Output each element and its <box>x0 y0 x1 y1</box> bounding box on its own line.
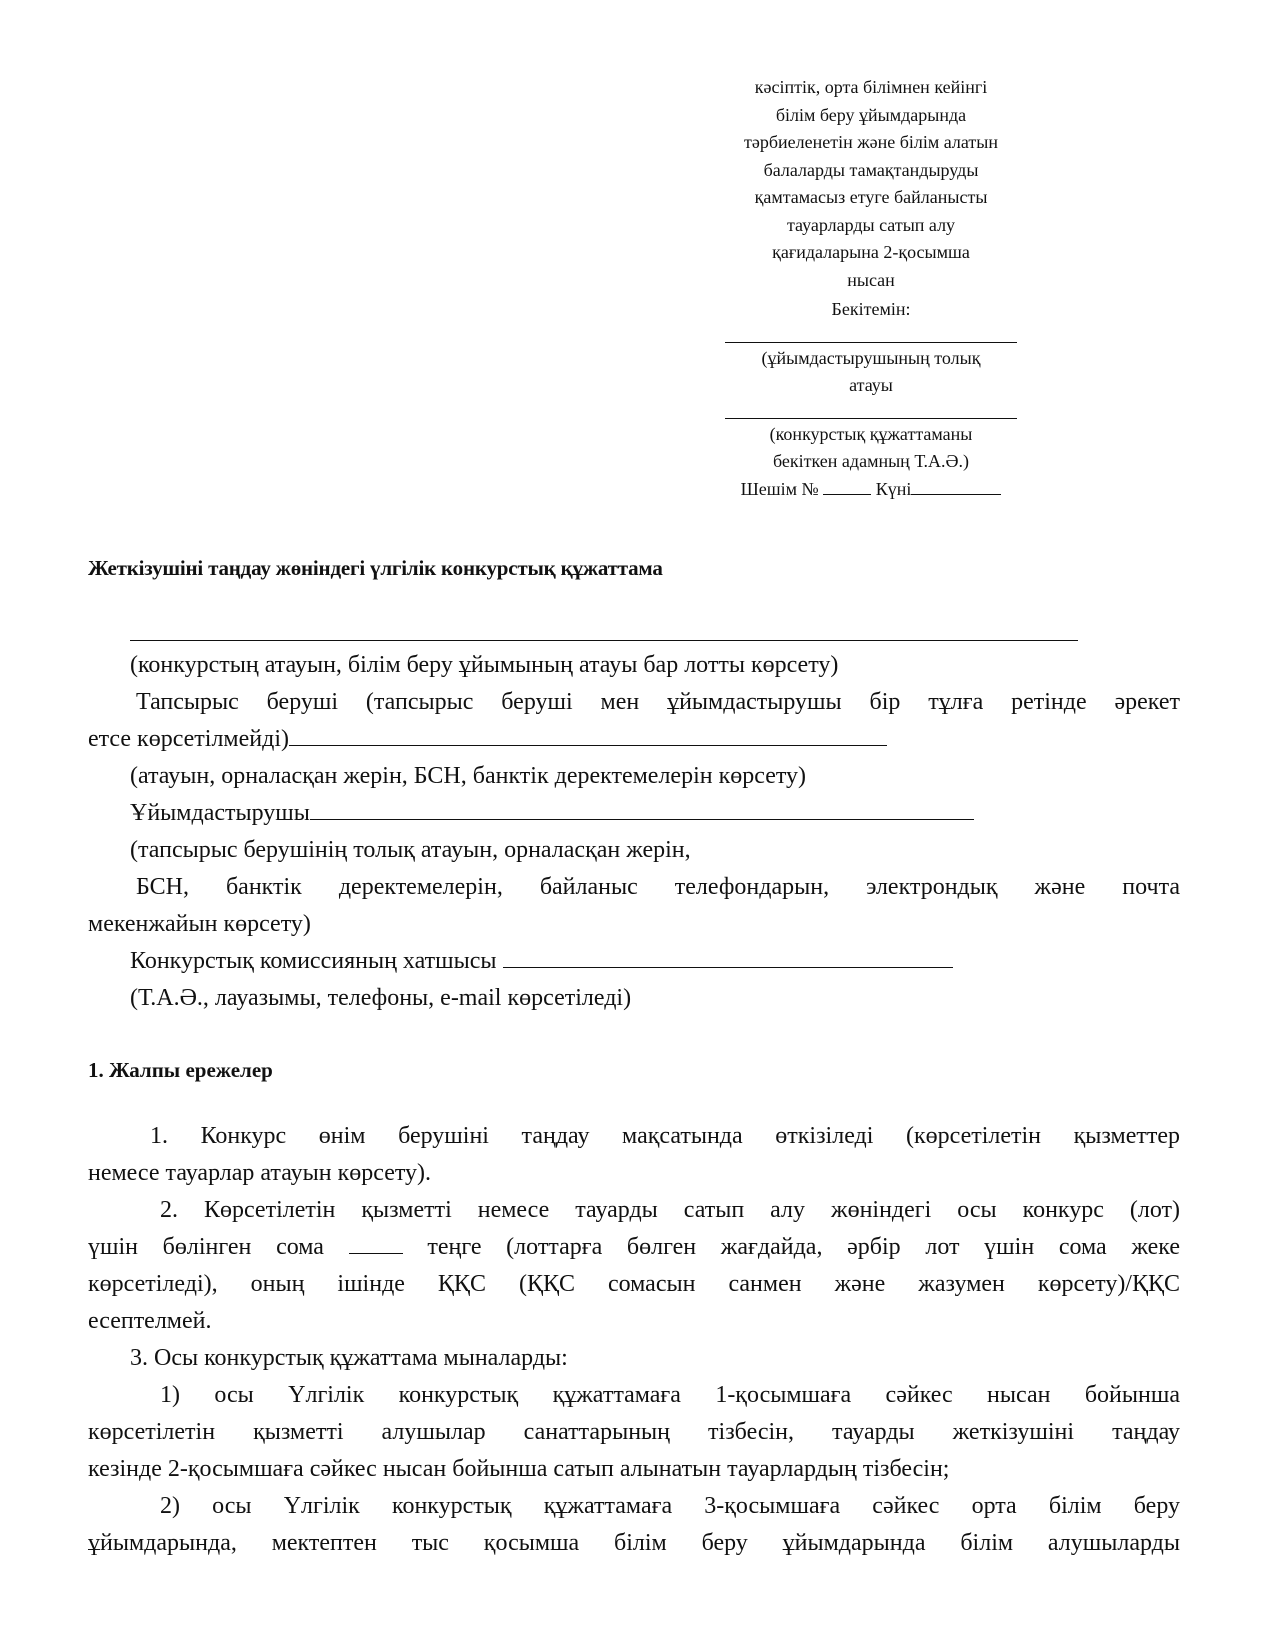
organizer-caption: мекенжайын көрсету) <box>88 911 311 937</box>
date-label: Күні <box>875 478 912 499</box>
approver-name-blank[interactable] <box>725 418 1017 419</box>
customer-line <box>88 721 1180 758</box>
secretary-blank[interactable] <box>503 945 953 968</box>
amount-label: үшін бөлінген сома <box>88 1234 324 1260</box>
secretary-label: Конкурстық комиссияның хатшысы <box>130 948 497 974</box>
list-item-1: көрсетілетін қызметті алушылар санаттарының тізбесін, тауарды жеткізушіні таңдау <box>88 1419 1180 1445</box>
decision-label: Шешім № <box>740 478 819 499</box>
paragraph-2: 2. Көрсетілетін қызметті немесе тауарды сатып алу жөніндегі осы конкурс (лот) <box>160 1197 1180 1223</box>
organizer-name-blank[interactable] <box>725 342 1017 343</box>
customer-blank[interactable] <box>289 723 887 746</box>
header-line: білім беру ұйымдарында <box>775 104 967 125</box>
header-line: қамтамасыз етуге байланысты <box>754 187 988 207</box>
decision-number-blank[interactable] <box>823 480 871 495</box>
header-line: қағидаларына 2-қосымша <box>772 242 970 262</box>
organizer-caption: (тапсырыс берушінің толық атауын, орналасқан жерін, <box>130 837 691 863</box>
header-line: кәсіптік, орта білімнен кейінгі <box>754 77 988 97</box>
list-item-2: 2) осы Үлгілік конкурстық құжаттамаға 3-қосымшаға сәйкес орта білім беру <box>160 1493 1180 1519</box>
organizer-caption: (ұйымдастырушының толық <box>761 347 981 368</box>
paragraph-3: 3. Осы конкурстық құжаттама мыналарды: <box>130 1345 568 1371</box>
list-item-1: кезінде 2-қосымшаға сәйкес нысан бойынша сатып алынатын тауарлардың тізбесін; <box>88 1456 950 1482</box>
list-item-1: 1) осы Үлгілік конкурстық құжаттамаға 1-қосымшаға сәйкес нысан бойынша <box>160 1382 1180 1408</box>
document-title: Жеткізушіні таңдау жөніндегі үлгілік конкурстық құжаттама <box>88 556 663 580</box>
amount-blank[interactable] <box>349 1231 403 1254</box>
form-label: нысан <box>847 269 895 290</box>
intro-block <box>88 620 1180 1017</box>
paragraph-2: көрсетіледі), оның ішінде ҚҚС (ҚҚС сомасын санмен және жазумен көрсету)/ҚҚС <box>88 1271 1180 1297</box>
amount-text: теңге (лоттарға бөлген жағдайда, әрбір лот үшін сома жеке <box>427 1234 1181 1260</box>
approve-label: Бекітемін: <box>831 299 911 319</box>
organizer-caption: атауы <box>849 375 893 395</box>
contest-caption: (конкурстың атауын, білім беру ұйымының атауы бар лотты көрсету) <box>130 652 839 678</box>
customer-note: етсе көрсетілмейді) <box>88 726 289 752</box>
secretary-line <box>88 943 1180 980</box>
approval-header <box>716 74 1026 503</box>
date-blank[interactable] <box>911 480 1001 495</box>
organizer-line <box>88 795 1180 832</box>
customer-line: Тапсырыс беруші (тапсырыс беруші мен ұйымдастырушы бір тұлға ретінде әрекет <box>136 689 1180 715</box>
header-line: тәрбиеленетін және білім алатын <box>743 132 999 152</box>
paragraph-2: есептелмей. <box>88 1308 212 1334</box>
decision-line <box>716 476 1026 504</box>
section-heading: 1. Жалпы ережелер <box>88 1058 273 1082</box>
organizer-label: Ұйымдастырушы <box>130 800 310 826</box>
organizer-blank[interactable] <box>310 797 974 820</box>
organizer-caption: БСН, банктік деректемелерін, байланыс телефондарын, электрондық және почта <box>136 874 1180 900</box>
header-line: балаларды тамақтандыруды <box>763 159 979 180</box>
section-body <box>88 1118 1180 1562</box>
paragraph-1: немесе тауарлар атауын көрсету). <box>88 1160 432 1186</box>
paragraph-1: 1. Конкурс өнім берушіні таңдау мақсатында өткізіледі (көрсетілетін қызметтер <box>150 1123 1180 1149</box>
customer-caption: (атауын, орналасқан жерін, БСН, банктік деректемелерін көрсету) <box>130 763 807 789</box>
approver-caption: бекіткен адамның Т.А.Ә.) <box>772 451 969 471</box>
secretary-caption: (Т.А.Ә., лауазымы, телефоны, e-mail көрсетіледі) <box>130 985 632 1011</box>
header-line: тауарларды сатып алу <box>786 214 956 235</box>
approver-caption: (конкурстық құжаттаманы <box>769 423 973 444</box>
paragraph-2 <box>88 1229 1180 1266</box>
list-item-2: ұйымдарында, мектептен тыс қосымша білім беру ұйымдарында білім алушыларды <box>88 1530 1180 1556</box>
contest-name-blank[interactable] <box>130 620 1078 641</box>
